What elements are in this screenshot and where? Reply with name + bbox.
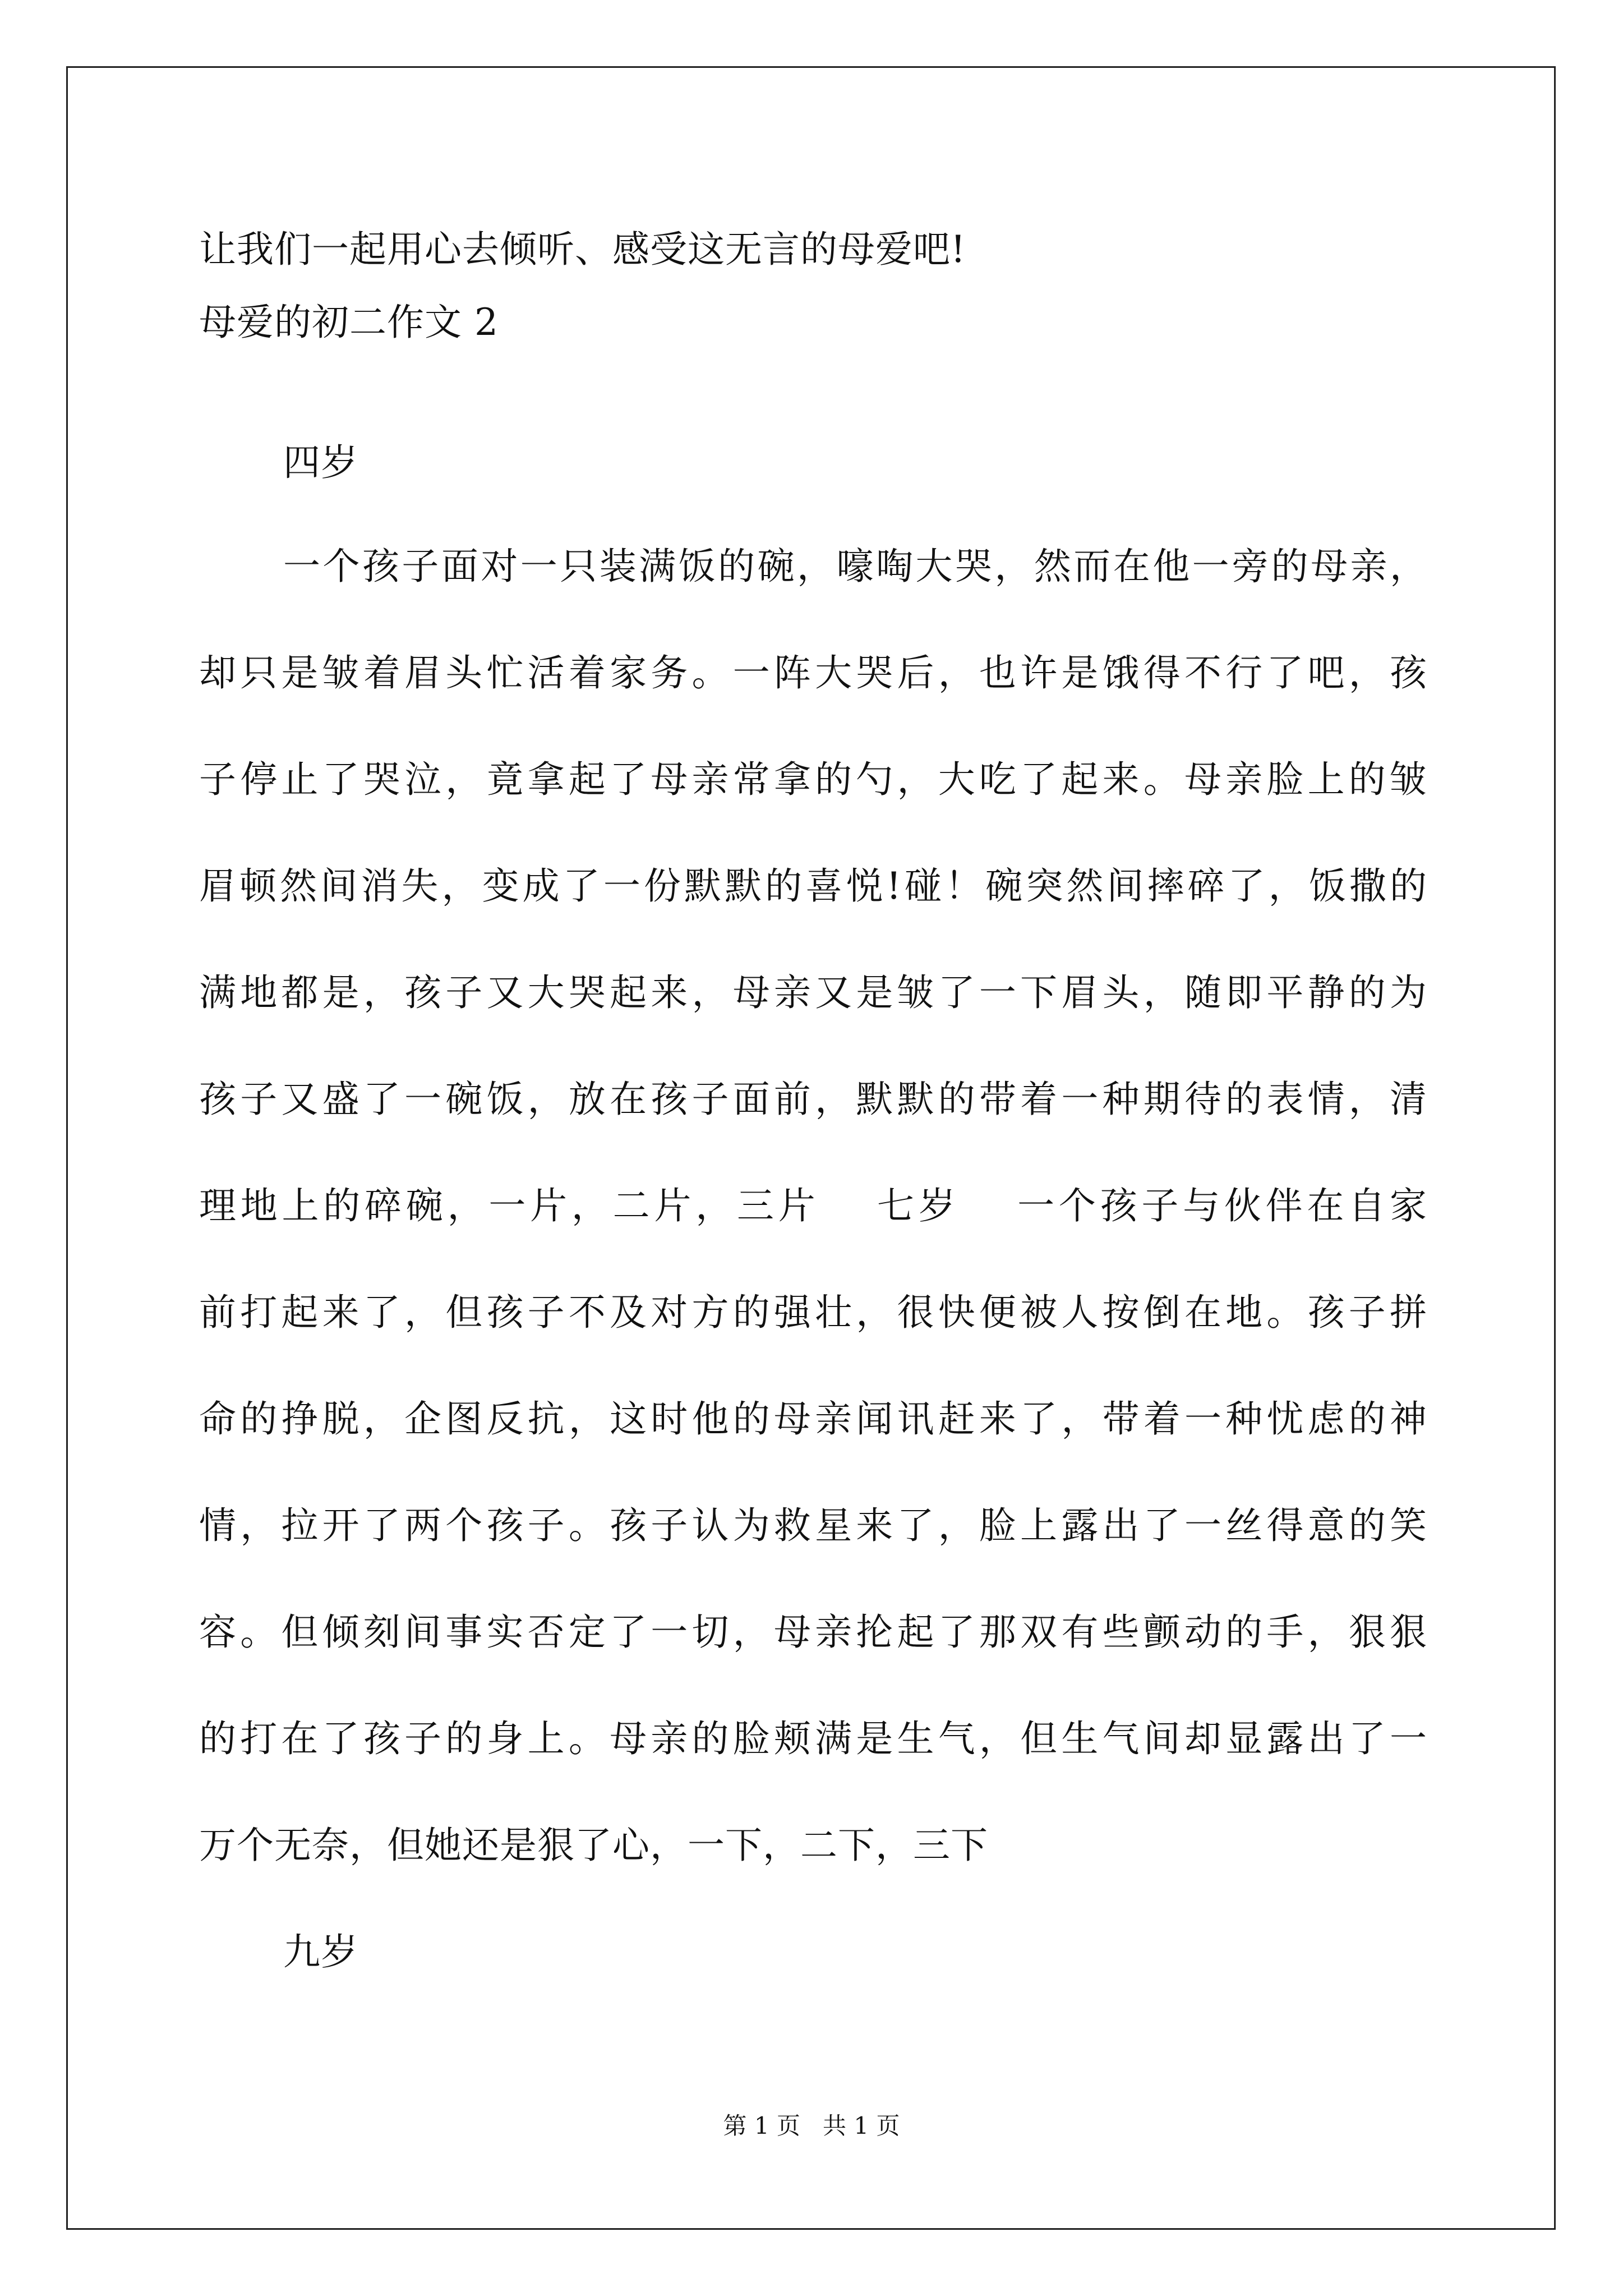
- body-line-1: 一个孩子面对一只装满饭的碗，嚎啕大哭，然而在他一旁的母亲，: [283, 545, 1427, 588]
- body-line-4: 眉顿然间消失，变成了一份默默的喜悦!碰！碗突然间摔碎了，饭撒的: [199, 864, 1427, 908]
- body-line-2: 却只是皱着眉头忙活着家务。一阵大哭后，也许是饿得不行了吧，孩: [199, 651, 1427, 694]
- body-line-12: 的打在了孩子的身上。母亲的脸颊满是生气，但生气间却显露出了一: [199, 1717, 1427, 1760]
- section-heading-four-years: 四岁: [283, 441, 358, 484]
- body-line-3: 子停止了哭泣，竟拿起了母亲常拿的勺，大吃了起来。母亲脸上的皱: [199, 758, 1427, 801]
- body-line-11: 容。但倾刻间事实否定了一切，母亲抡起了那双有些颤动的手，狠狠: [199, 1611, 1427, 1654]
- body-line-13: 万个无奈，但她还是狠了心，一下，二下，三下: [199, 1824, 988, 1867]
- page-border: [66, 66, 1556, 2230]
- body-line-10: 情，拉开了两个孩子。孩子认为救星来了，脸上露出了一丝得意的笑: [199, 1504, 1427, 1547]
- body-line-5: 满地都是，孩子又大哭起来，母亲又是皱了一下眉头，随即平静的为: [199, 971, 1427, 1014]
- section-heading-nine-years: 九岁: [283, 1930, 358, 1973]
- body-line-6: 孩子又盛了一碗饭，放在孩子面前，默默的带着一种期待的表情，清: [199, 1078, 1427, 1121]
- body-line-9: 命的挣脱，企图反抗，这时他的母亲闻讯赶来了，带着一种忧虑的神: [199, 1397, 1427, 1441]
- essay-title: 母爱的初二作文 2: [199, 301, 499, 344]
- body-line-7: 理地上的碎碗，一片，二片，三片 七岁 一个孩子与伙伴在自家: [199, 1184, 1427, 1227]
- paragraph-intro-end: 让我们一起用心去倾听、感受这无言的母爱吧!: [199, 228, 966, 271]
- body-line-8: 前打起来了，但孩子不及对方的强壮，很快便被人按倒在地。孩子拼: [199, 1291, 1427, 1334]
- page-footer: 第 1 页 共 1 页: [723, 2112, 900, 2139]
